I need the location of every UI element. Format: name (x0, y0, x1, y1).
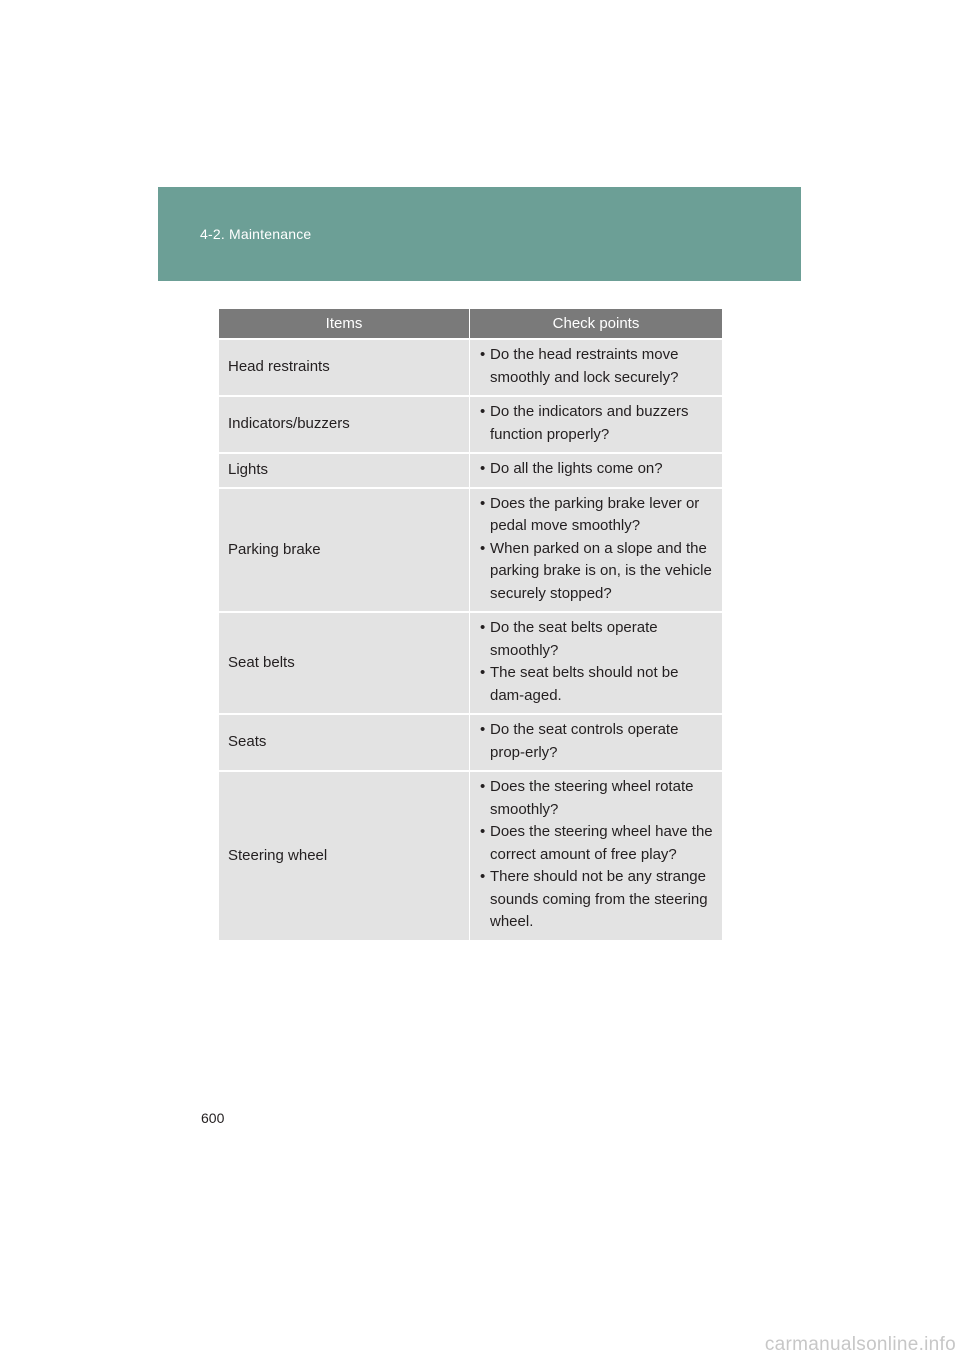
check-points-cell (470, 714, 723, 771)
table-row (219, 771, 722, 940)
check-point (480, 866, 716, 934)
check-point-text: The seat belts should not be dam-aged. (490, 664, 679, 704)
check-points-cell (470, 771, 723, 940)
item-cell: Steering wheel (219, 771, 470, 940)
check-point-text: When parked on a slope and the parking brake is on, is the vehicle securely stopped? (490, 539, 712, 602)
check-point (480, 458, 716, 481)
check-point-text: Does the parking brake lever or pedal move smoothly? (490, 494, 700, 534)
table-row (219, 453, 722, 488)
item-cell: Indicators/buzzers (219, 396, 470, 453)
table-row (219, 339, 722, 396)
check-point (480, 401, 716, 446)
table-row (219, 488, 722, 613)
watermark: carmanualsonline.info (764, 1334, 956, 1355)
check-point-text: Do the seat belts operate smoothly? (490, 619, 658, 659)
check-point-text: Do the head restraints move smoothly and lock securely? (490, 346, 679, 386)
section-title: 4-2. Maintenance (200, 226, 312, 242)
column-header-check-points: Check points (470, 309, 723, 339)
check-points-cell (470, 453, 723, 488)
bullet-icon: • (480, 778, 486, 795)
check-point (480, 776, 716, 821)
check-points-cell (470, 339, 723, 396)
check-point (480, 662, 716, 707)
check-points-cell (470, 612, 723, 714)
bullet-icon: • (480, 664, 486, 681)
check-point (480, 344, 716, 389)
bullet-icon: • (480, 494, 486, 512)
check-points-cell (470, 488, 723, 613)
item-cell: Head restraints (219, 339, 470, 396)
bullet-icon: • (480, 539, 486, 557)
check-points-cell (470, 396, 723, 453)
bullet-icon: • (480, 721, 486, 738)
check-point (480, 821, 716, 866)
check-point-text: Does the steering wheel rotate smoothly? (490, 778, 694, 818)
item-cell: Seat belts (219, 612, 470, 714)
header-band (158, 187, 801, 281)
table-header-row (219, 309, 722, 339)
table-row (219, 612, 722, 714)
table-row (219, 714, 722, 771)
check-point-text: Does the steering wheel have the correct amount of free play? (490, 823, 713, 863)
bullet-icon: • (480, 346, 486, 363)
bullet-icon: • (480, 619, 486, 636)
check-point (480, 617, 716, 662)
table-row (219, 396, 722, 453)
check-table (219, 309, 722, 940)
check-point-text: There should not be any strange sounds coming from the steering wheel. (490, 868, 708, 930)
bullet-icon: • (480, 868, 486, 885)
check-point-text: Do all the lights come on? (490, 460, 663, 477)
check-point-text: Do the indicators and buzzers function properly? (490, 403, 689, 443)
check-point (480, 493, 716, 538)
page-number: 600 (201, 1110, 225, 1126)
table-body (219, 339, 722, 940)
bullet-icon: • (480, 460, 486, 477)
bullet-icon: • (480, 823, 486, 840)
item-cell: Lights (219, 453, 470, 488)
check-point (480, 538, 716, 606)
check-point-text: Do the seat controls operate prop-erly? (490, 721, 679, 761)
column-header-items: Items (219, 309, 470, 339)
bullet-icon: • (480, 403, 486, 420)
item-cell: Parking brake (219, 488, 470, 613)
check-point (480, 719, 716, 764)
item-cell: Seats (219, 714, 470, 771)
